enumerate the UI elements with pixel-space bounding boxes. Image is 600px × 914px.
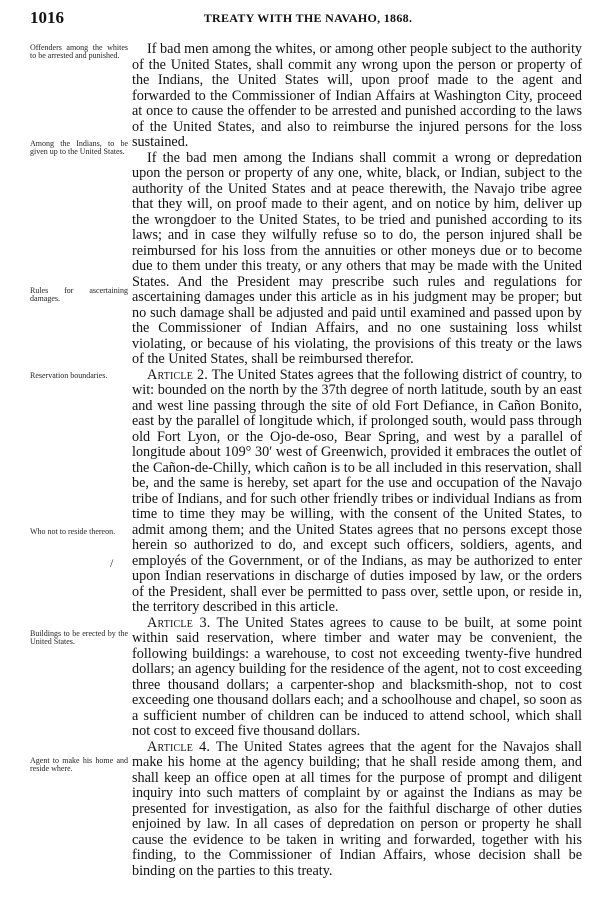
sidenote-buildings: Buildings to be erected by the United States. <box>30 629 128 646</box>
stray-mark: / <box>110 556 114 570</box>
page-header <box>30 8 586 30</box>
sidenote-agent-residence: Agent to make his home and reside where. <box>30 756 128 773</box>
sidenote-indians-given-up: Among the Indians, to be given up to the United States. <box>30 139 128 156</box>
article-4-text: The United States agrees that the agent for the Navajos shall make his home at the agency building; that he shall reside among them, and shall keep an office open at all times for the purpose of prompt and diligent inquiry into such matters of complaint by or against the Indians as may be presented for investigation, as also for the faithful discharge of other duties enjoined by law. In all cases of depredation on person or property he shall cause the evidence to be taken in writing and forwarded, together with his finding, to the Commissioner of Indian Affairs, whose decision shall be binding on the parties to this treaty. <box>132 738 582 879</box>
article-3-label: Article 3. <box>147 614 211 631</box>
paragraph-whites-offenders: If bad men among the whites, or among other people subject to the authority of the United States, shall commit any wrong upon the person or property of the Indians, the United States will, upon proof made to the agent and forwarded to the Commissioner of Indian Affairs at Washington City, proceed at once to cause the offender to be arrested and punished according to the laws of the United States, and also to reimburse the injured persons for the loss sustained. <box>132 41 582 150</box>
article-2-text: The United States agrees that the following district of country, to wit: bounded on the north by the 37th degree of north latitude, south by an east and west line passing through the site of old Fort Defiance, in Cañon Bonito, east by the parallel of longitude which, if prolonged south, would pass through old Fort Lyon, or the Ojo-de-oso, Bear Spring, and west by a parallel of longitude about 109° 30′ west of Greenwich, provided it embraces the outlet of the Cañon-de-Chilly, which cañon is to be all included in this reservation, shall be, and the same is hereby, set apart for the use and occupation of the Navajo tribe of Indians, and for such other friendly tribes or individual Indians as from time to time they may be willing, with the consent of the United States, to admit among them; and the United States agrees that no persons except those herein so authorized to do, and except such officers, soldiers, agents, and employés of the Government, or of the Indians, as may be authorized to enter upon Indian reservations in discharge of duties imposed by law, or the orders of the President, shall ever be permitted to pass over, settle upon, or reside in, the territory described in this article. <box>132 366 582 615</box>
article-4-label: Article 4. <box>147 738 211 755</box>
paragraph-article-4 <box>132 740 582 880</box>
sidenote-reservation-boundaries: Reservation boundaries. <box>30 371 108 380</box>
article-3-text: The United States agrees to cause to be built, at some point within said reservation, where timber and water may be convenient, the following buildings: a warehouse, to cost not exceeding twenty-five hundred dollars; an agency building for the residence of the agent, not to cost exceeding three thousand dollars; a carpenter-shop and blacksmith-shop, not to cost exceeding one thousand dollars each; and a schoolhouse and chapel, so soon as a sufficient number of children can be induced to attend school, which shall not cost to exceed five thousand dollars. <box>132 614 583 739</box>
page-number: 1016 <box>30 8 64 27</box>
body-text <box>132 42 582 879</box>
running-title: TREATY WITH THE NAVAHO, 1868. <box>203 11 413 25</box>
paragraph-article-2 <box>132 368 582 616</box>
sidenote-offenders: Offenders among the whites to be arrested and punished. <box>30 43 128 60</box>
sidenote-who-not-to-reside: Who not to reside thereon. <box>30 527 116 536</box>
paragraph-article-3 <box>132 616 582 740</box>
sidenote-ascertaining-damages: Rules for ascertaining damages. <box>30 286 128 303</box>
article-2-label: Article 2. <box>147 366 209 383</box>
paragraph-indian-offenders: If the bad men among the Indians shall commit a wrong or depredation upon the person or property of any one, white, black, or Indian, subject to the authority of the United States and at peace therewith, the Navajo tribe agree that they will, on proof made to their agent, and on notice by him, deliver up the wrongdoer to the United States, to be tried and punished according to its laws; and in case they wilfully refuse so to do, the person injured shall be reimbursed for his loss from the annuities or other moneys due or to become due to them under this treaty, or any others that may be made with the United States. And the President may prescribe such rules and regulations for ascertaining damages under this article as in his judgment may be proper; but no such damage shall be adjusted and paid until examined and passed upon by the Commissioner of Indian Affairs, and no one sustaining loss whilst violating, or because of his violating, the provisions of this treaty or the laws of the United States, shall be reimbursed therefor. <box>132 149 582 367</box>
